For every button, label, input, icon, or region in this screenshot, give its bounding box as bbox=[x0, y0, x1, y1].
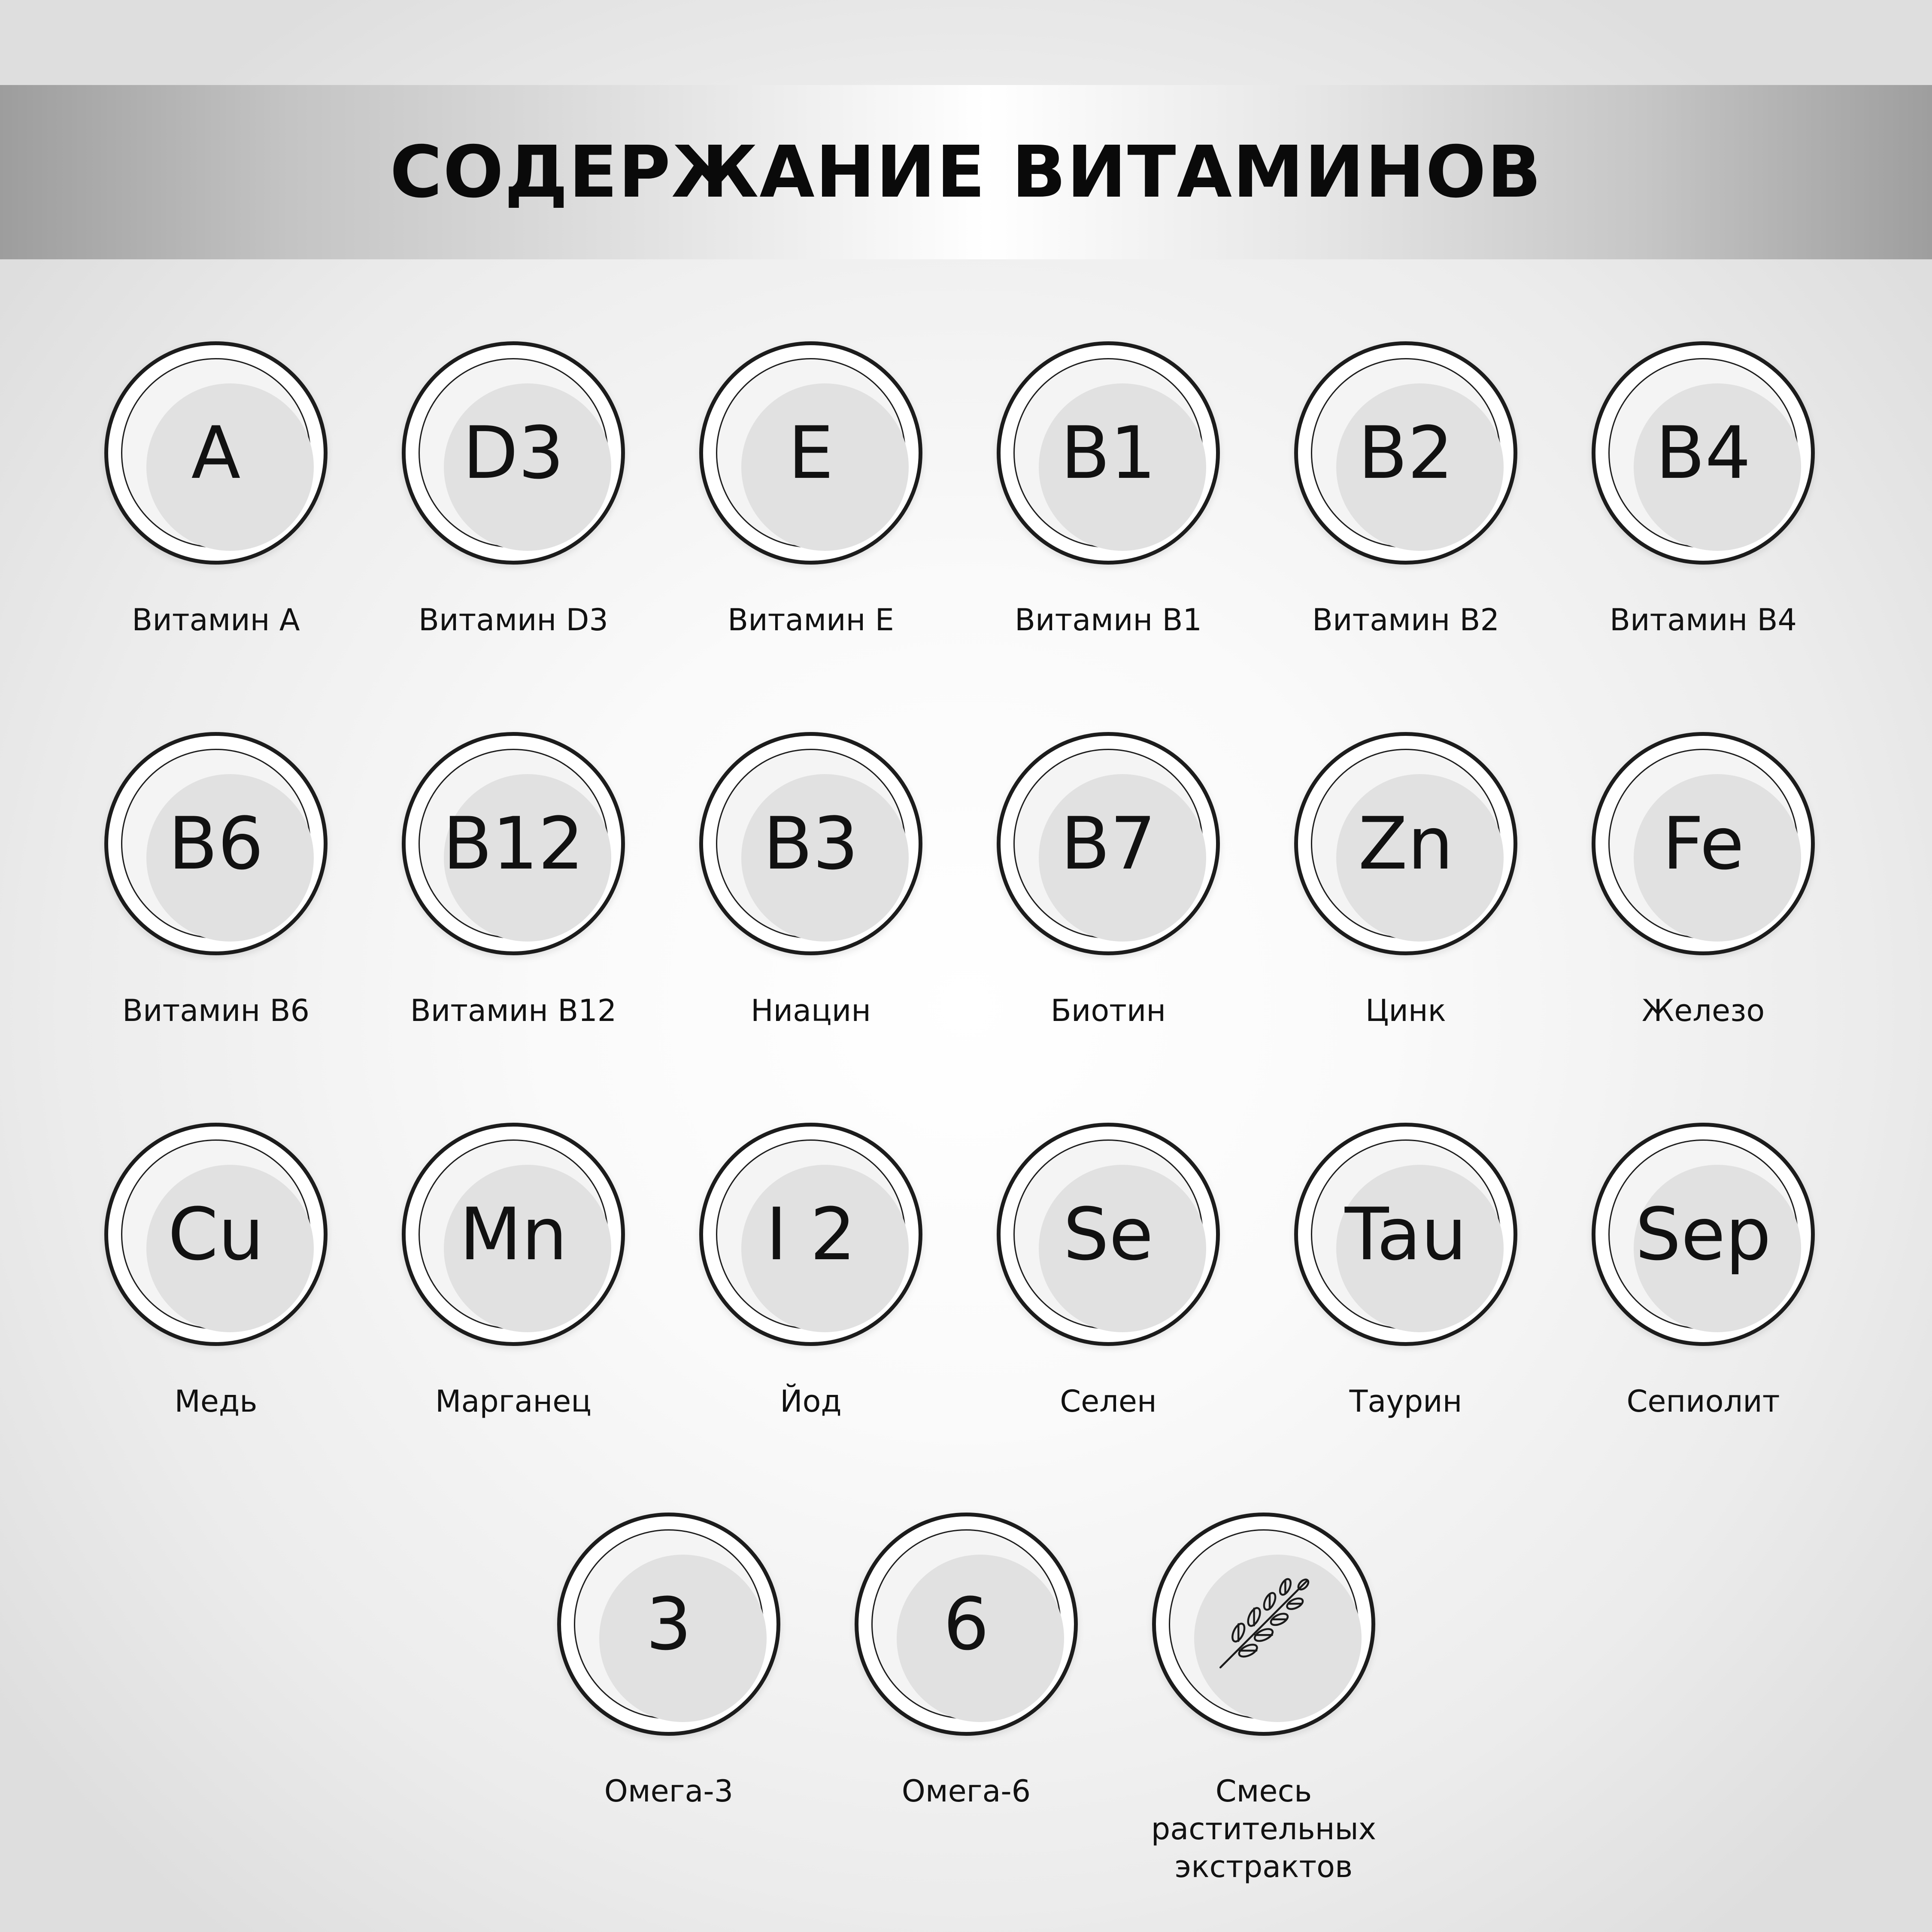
nutrient-item-vitamin-b6 bbox=[53, 732, 379, 1030]
nutrient-badge bbox=[997, 341, 1220, 565]
nutrient-label: Омега-6 bbox=[901, 1774, 1031, 1809]
nutrient-label-line-1: Смесь растительных bbox=[1151, 1774, 1377, 1847]
nutrient-label: Омега-3 bbox=[604, 1774, 734, 1809]
nutrient-label: Ниацин bbox=[751, 993, 871, 1028]
nutrient-symbol: B1 bbox=[1060, 411, 1156, 495]
nutrient-label: Сепиолит bbox=[1626, 1384, 1780, 1419]
plant-branch-icon bbox=[1204, 1564, 1324, 1684]
nutrient-label-line-2: экстрактов bbox=[1174, 1849, 1353, 1884]
nutrient-symbol: E bbox=[788, 411, 834, 495]
nutrient-item-vitamin-b4 bbox=[1540, 341, 1866, 639]
nutrient-item-vitamin-a bbox=[53, 341, 379, 639]
nutrient-badge bbox=[1294, 732, 1517, 955]
nutrient-label: Витамин B12 bbox=[410, 993, 617, 1028]
nutrient-item-selenium bbox=[945, 1123, 1271, 1420]
nutrient-symbol: B3 bbox=[763, 802, 859, 886]
nutrient-symbol: B12 bbox=[443, 802, 584, 886]
nutrient-badge bbox=[855, 1513, 1078, 1736]
nutrient-badge bbox=[1592, 1123, 1815, 1346]
nutrient-symbol: D3 bbox=[462, 411, 564, 495]
nutrient-label: Витамин B1 bbox=[1014, 602, 1202, 638]
nutrient-badge bbox=[104, 341, 328, 565]
nutrient-item-sepiolite bbox=[1540, 1123, 1866, 1420]
nutrient-badge bbox=[997, 1123, 1220, 1346]
nutrient-symbol: A bbox=[191, 411, 241, 495]
nutrient-label: Витамин D3 bbox=[419, 602, 608, 638]
nutrient-label: Витамин B4 bbox=[1609, 602, 1797, 638]
nutrient-item-vitamin-d3 bbox=[350, 341, 676, 639]
nutrient-symbol: Zn bbox=[1358, 802, 1453, 886]
nutrient-item-iron bbox=[1540, 732, 1866, 1030]
nutrient-badge bbox=[104, 1123, 328, 1346]
nutrient-item-plant-extracts bbox=[1101, 1513, 1427, 1886]
nutrient-badge bbox=[1592, 341, 1815, 565]
nutrient-item-niacin bbox=[648, 732, 974, 1030]
nutrient-badge bbox=[699, 1123, 922, 1346]
nutrient-item-manganese bbox=[350, 1123, 676, 1420]
nutrient-label bbox=[1101, 1772, 1427, 1886]
nutrient-symbol: Tau bbox=[1344, 1192, 1467, 1276]
nutrient-label: Цинк bbox=[1365, 993, 1446, 1028]
nutrient-item-zinc bbox=[1243, 732, 1569, 1030]
nutrient-label: Витамин E bbox=[728, 602, 894, 638]
nutrient-label: Биотин bbox=[1050, 993, 1166, 1028]
nutrient-item-biotin bbox=[945, 732, 1271, 1030]
nutrient-item-vitamin-b2 bbox=[1243, 341, 1569, 639]
nutrient-badge bbox=[402, 732, 625, 955]
nutrient-symbol: Cu bbox=[168, 1192, 264, 1276]
nutrient-badge bbox=[104, 732, 328, 955]
nutrient-item-iodine bbox=[648, 1123, 974, 1420]
nutrient-symbol: I 2 bbox=[766, 1192, 856, 1276]
nutrient-symbol: B2 bbox=[1358, 411, 1454, 495]
nutrient-label: Железо bbox=[1641, 993, 1765, 1028]
nutrient-badge bbox=[1294, 341, 1517, 565]
nutrient-symbol: B7 bbox=[1060, 802, 1156, 886]
nutrient-item-vitamin-b1 bbox=[945, 341, 1271, 639]
nutrient-item-vitamin-b12 bbox=[350, 732, 676, 1030]
nutrient-label: Витамин B6 bbox=[122, 993, 310, 1028]
nutrient-label: Медь bbox=[174, 1384, 258, 1419]
nutrient-item-vitamin-e bbox=[648, 341, 974, 639]
nutrient-symbol: 3 bbox=[646, 1582, 692, 1666]
nutrient-item-omega-3 bbox=[506, 1513, 832, 1810]
nutrient-badge bbox=[699, 341, 922, 565]
nutrient-label: Йод bbox=[780, 1384, 842, 1419]
nutrient-symbol: Fe bbox=[1662, 802, 1744, 886]
nutrient-badge bbox=[997, 732, 1220, 955]
nutrient-badge bbox=[1592, 732, 1815, 955]
nutrient-badge bbox=[402, 1123, 625, 1346]
nutrient-badge bbox=[699, 732, 922, 955]
nutrient-item-taurine bbox=[1243, 1123, 1569, 1420]
nutrient-symbol: B4 bbox=[1655, 411, 1751, 495]
nutrient-label: Таурин bbox=[1349, 1384, 1462, 1419]
nutrient-badge bbox=[1152, 1513, 1375, 1736]
nutrient-badge bbox=[557, 1513, 780, 1736]
nutrient-symbol: B6 bbox=[168, 802, 264, 886]
nutrient-badge bbox=[402, 341, 625, 565]
nutrient-label: Витамин A bbox=[132, 602, 300, 638]
nutrient-symbol: Se bbox=[1063, 1192, 1153, 1276]
title-banner bbox=[0, 85, 1932, 259]
nutrient-label: Витамин B2 bbox=[1312, 602, 1500, 638]
nutrient-item-omega-6 bbox=[803, 1513, 1129, 1810]
nutrient-symbol: Mn bbox=[459, 1192, 567, 1276]
nutrient-symbol: Sep bbox=[1635, 1192, 1771, 1276]
nutrient-label: Марганец bbox=[435, 1384, 591, 1419]
nutrient-badge bbox=[1294, 1123, 1517, 1346]
page-title: СОДЕРЖАНИЕ ВИТАМИНОВ bbox=[390, 131, 1542, 214]
nutrient-label: Селен bbox=[1060, 1384, 1157, 1419]
nutrient-item-copper bbox=[53, 1123, 379, 1420]
nutrient-symbol: 6 bbox=[943, 1582, 989, 1666]
